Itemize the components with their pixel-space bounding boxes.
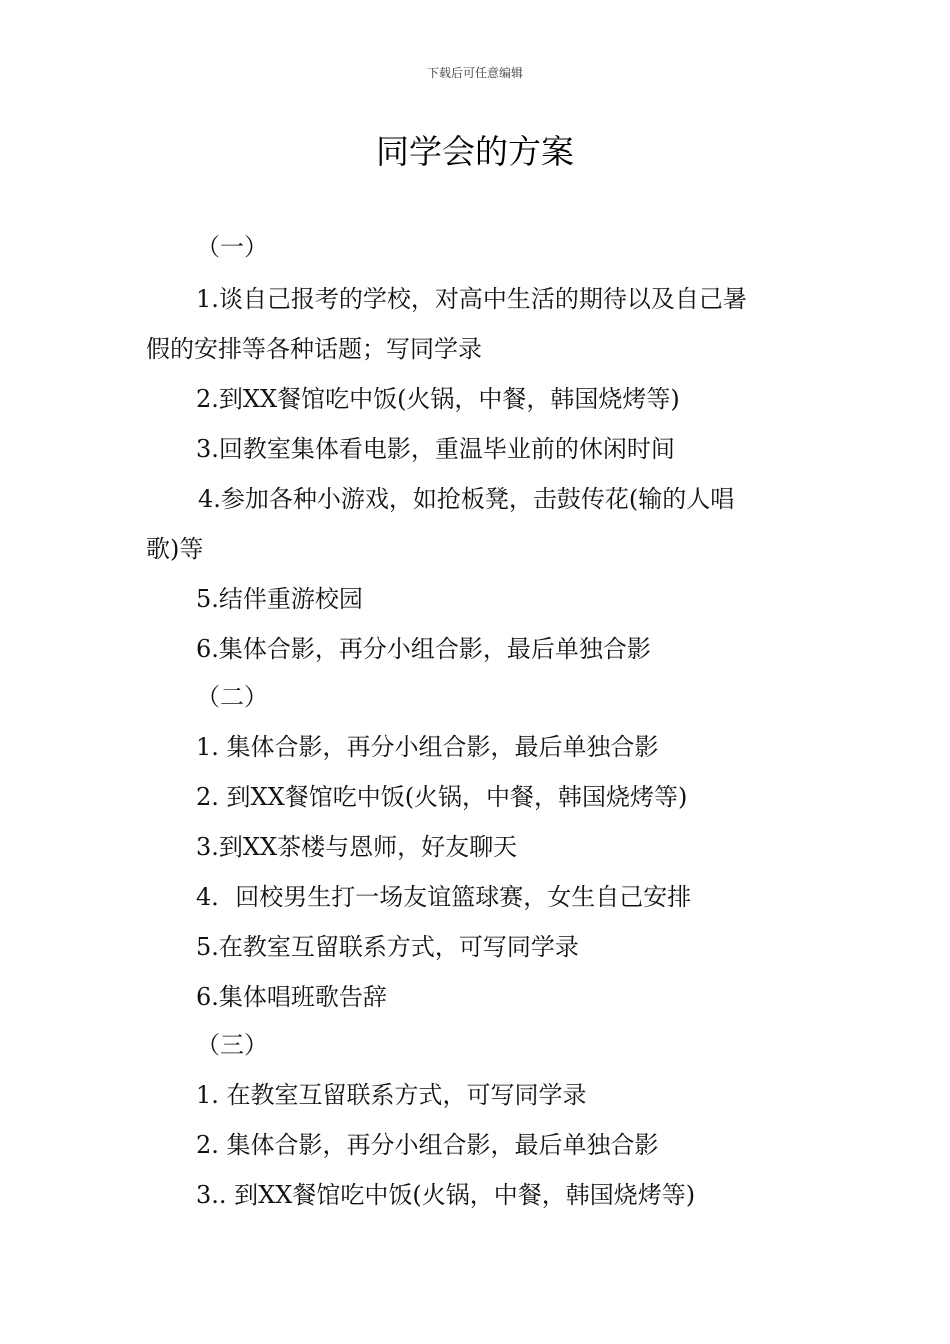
list-item: 6.集体唱班歌告辞: [196, 983, 387, 1011]
header-note: 下载后可任意编辑: [426, 66, 523, 80]
list-item: 4.参加各种小游戏，如抢板凳，击鼓传花(输的人唱: [198, 485, 735, 513]
list-item: 2. 到XX餐馆吃中饭(火锅，中餐，韩国烧烤等): [196, 783, 688, 811]
list-item: 5.结伴重游校园: [196, 585, 363, 613]
list-item-continuation: 歌)等: [146, 535, 204, 563]
list-item: 1. 在教室互留联系方式，可写同学录: [196, 1081, 587, 1109]
list-item: 3.. 到XX餐馆吃中饭(火锅，中餐，韩国烧烤等): [196, 1181, 696, 1209]
section-heading: （二）: [196, 683, 268, 711]
list-item: 3.到XX茶楼与恩师，好友聊天: [196, 833, 518, 861]
list-item: 1.谈自己报考的学校，对高中生活的期待以及自己暑: [196, 285, 747, 313]
list-item: 4．回校男生打一场友谊篮球赛，女生自己安排: [196, 883, 692, 911]
document-title: 同学会的方案: [376, 132, 574, 171]
list-item: 6.集体合影，再分小组合影，最后单独合影: [196, 635, 651, 663]
list-item: 2.到XX餐馆吃中饭(火锅，中餐，韩国烧烤等): [196, 385, 680, 413]
list-item: 5.在教室互留联系方式，可写同学录: [196, 933, 579, 961]
list-item: 1. 集体合影，再分小组合影，最后单独合影: [196, 733, 659, 761]
list-item-continuation: 假的安排等各种话题；写同学录: [146, 335, 482, 363]
list-item: 3.回教室集体看电影，重温毕业前的休闲时间: [196, 435, 675, 463]
section-heading: （三）: [196, 1031, 268, 1059]
list-item: 2. 集体合影，再分小组合影，最后单独合影: [196, 1131, 659, 1159]
section-heading: （一）: [196, 233, 268, 261]
